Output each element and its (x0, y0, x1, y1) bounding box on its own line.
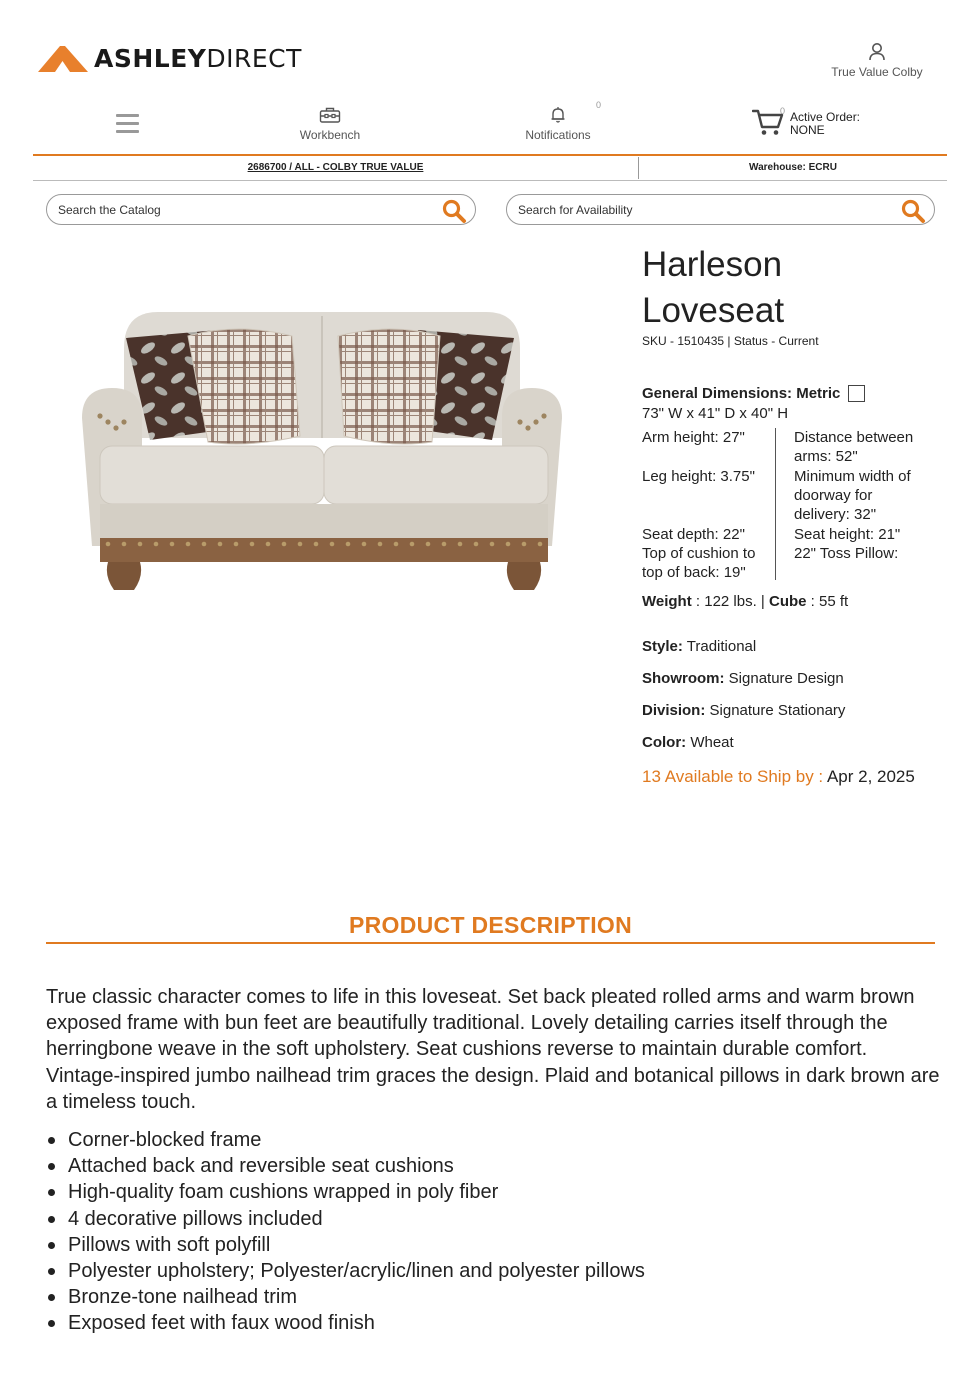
color-attribute (642, 734, 734, 751)
cube-label: Cube (769, 593, 807, 610)
toss-pillow: 22" Toss Pillow: (794, 545, 899, 562)
search-icon[interactable] (441, 198, 467, 224)
brand-light: DIRECT (206, 43, 302, 73)
feature-item: Polyester upholstery; Polyester/acrylic/linen and polyester pillows (46, 1258, 941, 1284)
seat-depth: Seat depth: 22" (642, 526, 745, 543)
header-divider (33, 154, 947, 156)
product-title (642, 242, 942, 334)
user-icon (868, 42, 886, 61)
notifications-button[interactable] (514, 106, 602, 142)
between-arms-line1: Distance between (794, 429, 914, 446)
account-bar (33, 157, 947, 179)
style-attribute (642, 638, 756, 655)
availability-search-input[interactable] (518, 203, 878, 217)
weight-cube (642, 593, 848, 610)
weight-value: : 122 lbs. | (691, 593, 769, 610)
doorway-line3: delivery: 32" (794, 506, 877, 523)
division-attribute (642, 702, 845, 719)
loveseat-product-image[interactable] (78, 308, 566, 600)
top-cushion-line1: Top of cushion to (642, 545, 756, 562)
seat-height: Seat height: 21" (794, 526, 901, 543)
doorway-line1: Minimum width of (794, 468, 911, 485)
workbench-label: Workbench (299, 128, 361, 142)
showroom-label: Showroom: (642, 670, 725, 687)
color-label: Color: (642, 734, 687, 751)
search-icon[interactable] (900, 198, 926, 224)
feature-item: Pillows with soft polyfill (46, 1232, 941, 1258)
availability-search (506, 194, 935, 225)
feature-item: High-quality foam cushions wrapped in poly fiber (46, 1179, 941, 1205)
brand-bold: ASHLEY (94, 43, 207, 73)
style-value: Traditional (682, 638, 757, 655)
feature-item: Corner-blocked frame (46, 1127, 941, 1153)
showroom-attribute (642, 670, 844, 687)
availability-label[interactable]: 13 Available to Ship by : (642, 767, 827, 786)
account-bar-bottom-rule (33, 180, 947, 181)
notifications-label: Notifications (525, 128, 591, 142)
active-order-label: Active Order: (790, 110, 861, 124)
feature-item: Bronze-tone nailhead trim (46, 1284, 941, 1310)
style-label: Style: (642, 638, 683, 655)
ashley-roof-icon (38, 44, 88, 72)
division-value: Signature Stationary (705, 702, 846, 719)
active-order-value: NONE (790, 123, 825, 137)
between-arms-line2: arms: 52" (794, 448, 858, 465)
active-order[interactable] (790, 111, 860, 137)
feature-item: Attached back and reversible seat cushions (46, 1153, 941, 1179)
catalog-search-input[interactable] (58, 203, 418, 217)
showroom-value: Signature Design (724, 670, 844, 687)
main-nav (0, 100, 980, 154)
availability-date: Apr 2, 2025 (826, 767, 915, 786)
workbench-button[interactable] (286, 106, 374, 142)
availability (642, 767, 915, 787)
feature-list (46, 1127, 941, 1337)
user-account[interactable] (822, 42, 932, 79)
user-name: True Value Colby (831, 65, 923, 79)
catalog-search (46, 194, 476, 225)
feature-item: 4 decorative pillows included (46, 1206, 941, 1232)
dimensions-heading-text: General Dimensions: Metric (642, 385, 841, 402)
description-divider (46, 942, 935, 944)
leg-height: Leg height: 3.75" (642, 468, 755, 485)
overall-dimensions: 73" W x 41" D x 40" H (642, 405, 789, 422)
product-title-line1: Harleson (642, 245, 783, 284)
dimensions-heading (642, 385, 865, 402)
toolbox-icon (319, 106, 341, 124)
ashley-direct-logo[interactable] (38, 44, 302, 72)
arm-height: Arm height: 27" (642, 429, 745, 446)
top-cushion-line2: top of back: 19" (642, 564, 746, 581)
division-label: Division: (642, 702, 706, 719)
metric-checkbox[interactable] (848, 385, 865, 402)
feature-item: Exposed feet with faux wood finish (46, 1310, 941, 1336)
notifications-count: 0 (596, 100, 602, 110)
cart-count: 0 (780, 106, 786, 116)
brand-wordmark (94, 43, 302, 73)
product-description-heading: PRODUCT DESCRIPTION (349, 912, 632, 938)
warehouse-label: Warehouse: ECRU (749, 162, 837, 173)
weight-label: Weight (642, 593, 692, 610)
product-sku-status: SKU - 1510435 | Status - Current (642, 334, 819, 348)
cube-value: : 55 ft (806, 593, 849, 610)
hamburger-menu-icon[interactable] (116, 114, 139, 134)
bell-icon (549, 106, 567, 124)
dimensions-divider (775, 428, 776, 580)
product-description-text: True classic character comes to life in this loveseat. Set back pleated rolled arms and warm brown exposed frame with bun feet are beautifully traditional. Lovely detailing carries itself through the herringbone weave in the soft upholstery. Seat cushions reverse to maintain durable comfort. Vintage-inspired jumbo nailhead trim graces the design. Plaid and botanical pillows in dark brown are a timeless touch. (46, 986, 940, 1113)
account-selector[interactable]: 2686700 / ALL - COLBY TRUE VALUE (247, 162, 424, 173)
color-value: Wheat (686, 734, 734, 751)
product-title-line2: Loveseat (642, 291, 785, 330)
doorway-line2: doorway for (794, 487, 873, 504)
